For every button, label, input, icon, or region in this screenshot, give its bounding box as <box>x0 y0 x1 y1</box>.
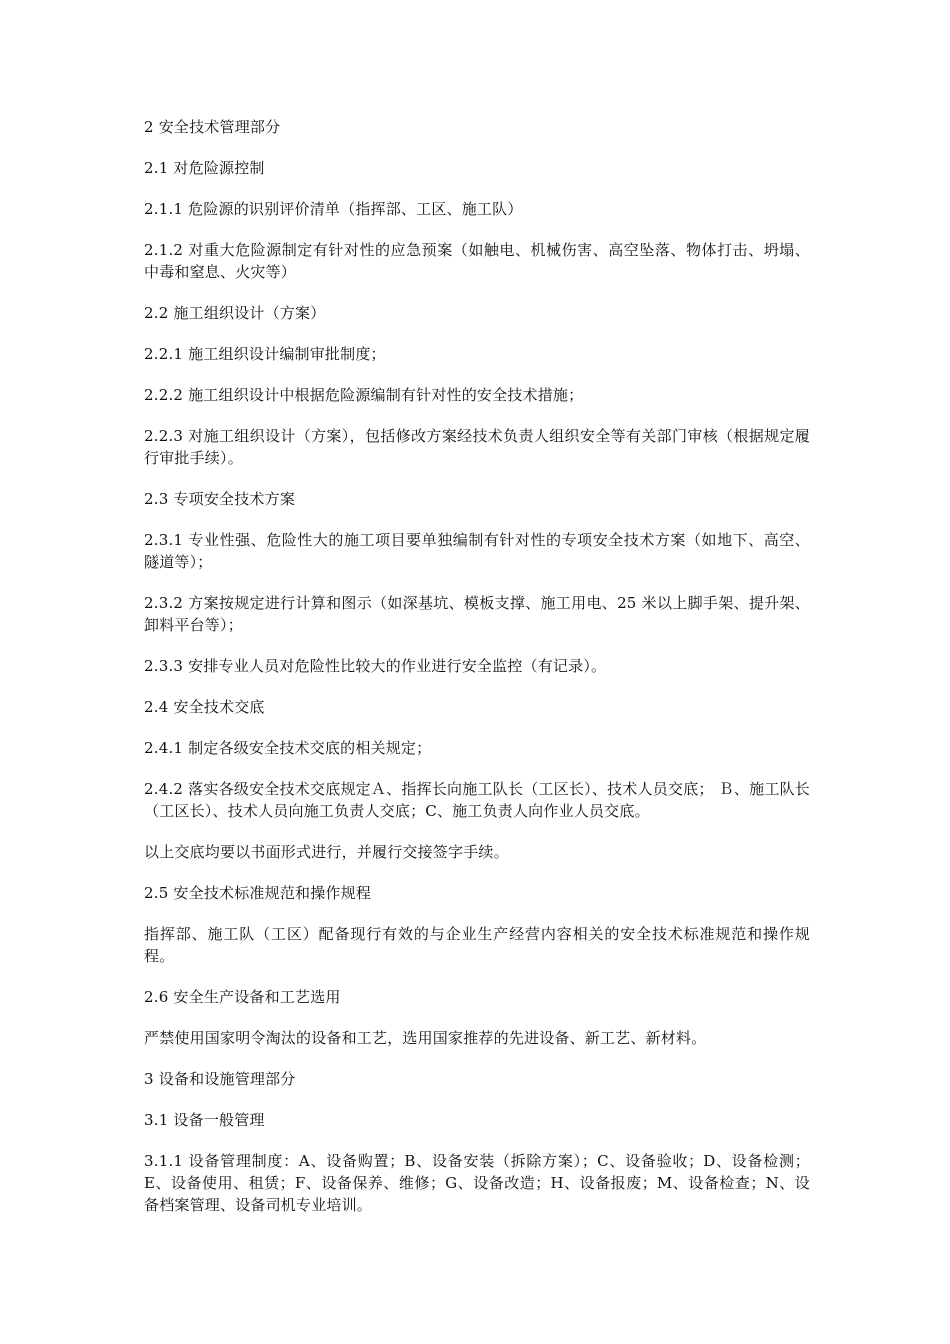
section-heading-3: 3 设备和设施管理部分 <box>144 1070 296 1088</box>
paragraph-2-2-3: 2.2.3 对施工组织设计（方案），包括修改方案经技术负责人组织安全等有关部门审核（根据规定履行审批手续）。 <box>144 427 810 467</box>
section-heading-2: 2 安全技术管理部分 <box>144 118 281 136</box>
section-heading-2-4: 2.4 安全技术交底 <box>144 698 265 716</box>
paragraph-2-4-1: 2.4.1 制定各级安全技术交底的相关规定； <box>144 739 432 757</box>
paragraph-2-5: 指挥部、施工队（工区）配备现行有效的与企业生产经营内容相关的安全技术标准规范和操作规程。 <box>144 925 810 965</box>
paragraph-2-2-2: 2.2.2 施工组织设计中根据危险源编制有针对性的安全技术措施； <box>144 386 584 404</box>
section-heading-3-1: 3.1 设备一般管理 <box>144 1111 265 1129</box>
paragraph-2-3-1: 2.3.1 专业性强、危险性大的施工项目要单独编制有针对性的专项安全技术方案（如地下、高空、隧道等）； <box>144 531 810 571</box>
paragraph-2-3-3: 2.3.3 安排专业人员对危险性比较大的作业进行安全监控（有记录）。 <box>144 657 607 675</box>
paragraph-2-3-2: 2.3.2 方案按规定进行计算和图示（如深基坑、模板支撑、施工用电、25 米以上脚手架、提升架、卸料平台等）； <box>144 594 810 634</box>
paragraph-2-1-1: 2.1.1 危险源的识别评价清单（指挥部、工区、施工队） <box>144 200 523 218</box>
paragraph-2-2-1: 2.2.1 施工组织设计编制审批制度； <box>144 345 386 363</box>
paragraph-2-1-2: 2.1.2 对重大危险源制定有针对性的应急预案（如触电、机械伤害、高空坠落、物体打击、坍塌、中毒和窒息、火灾等） <box>144 241 810 281</box>
paragraph-handover-note: 以上交底均要以书面形式进行，并履行交接签字手续。 <box>144 843 509 861</box>
paragraph-3-1-1: 3.1.1 设备管理制度：A、设备购置；B、设备安装（拆除方案）；C、设备验收；D、设备检测；E、设备使用、租赁；F、设备保养、维修；G、设备改造；H、设备报废；M、设备检查；N、设备档案管理、设备司机专业培训。 <box>144 1152 810 1214</box>
paragraph-2-4-2: 2.4.2 落实各级安全技术交底规定Ａ、指挥长向施工队长（工区长）、技术人员交底； Ｂ、施工队长（工区长）、技术人员向施工负责人交底；C、施工负责人向作业人员交底。 <box>144 780 810 820</box>
section-heading-2-3: 2.3 专项安全技术方案 <box>144 490 296 508</box>
section-heading-2-1: 2.1 对危险源控制 <box>144 159 265 177</box>
document-page <box>144 116 810 1235</box>
section-heading-2-2: 2.2 施工组织设计（方案） <box>144 304 326 322</box>
section-heading-2-5: 2.5 安全技术标准规范和操作规程 <box>144 884 372 902</box>
paragraph-2-6: 严禁使用国家明令淘汰的设备和工艺，选用国家推荐的先进设备、新工艺、新材料。 <box>144 1029 707 1047</box>
section-heading-2-6: 2.6 安全生产设备和工艺选用 <box>144 988 341 1006</box>
